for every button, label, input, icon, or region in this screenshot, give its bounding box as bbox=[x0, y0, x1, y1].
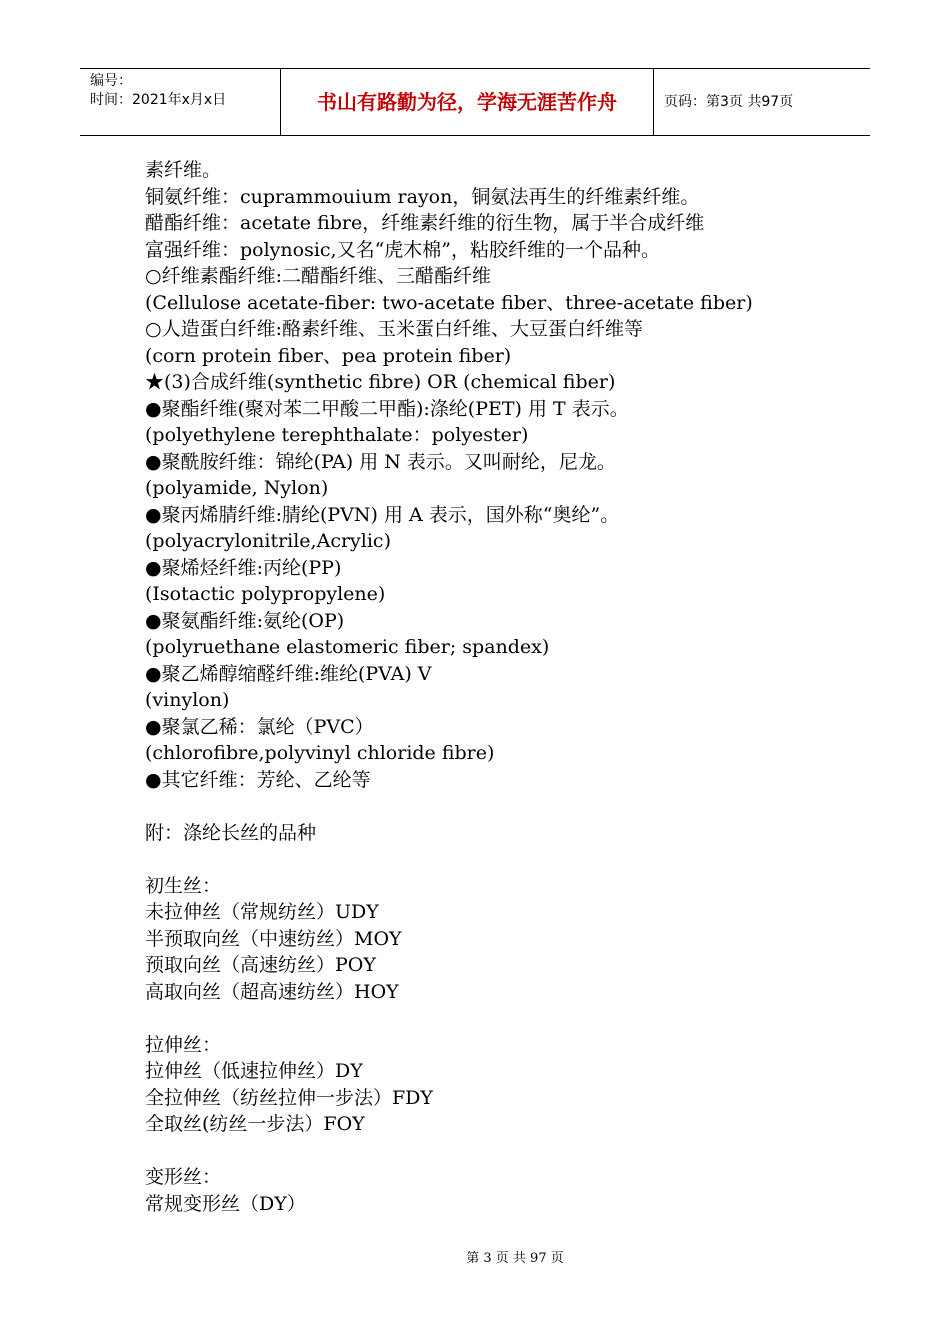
blank-line bbox=[145, 846, 865, 873]
text-line: (vinylon) bbox=[145, 689, 230, 711]
document-date-label: 时间：2021年x月x日 bbox=[90, 92, 227, 108]
text-line: (corn protein fiber、pea protein fiber) bbox=[145, 344, 512, 367]
document-body bbox=[145, 157, 865, 1217]
text-line: 常规变形丝（DY） bbox=[145, 1192, 306, 1215]
text-line: (polyamide, Nylon) bbox=[145, 477, 329, 499]
text-line: 附：涤纶长丝的品种 bbox=[145, 821, 317, 844]
page-header bbox=[80, 68, 870, 136]
text-line: ●聚氯乙稀：氯纶（PVC） bbox=[145, 715, 374, 738]
blank-line bbox=[145, 1005, 865, 1032]
text-line: 高取向丝（超高速纺丝）HOY bbox=[145, 980, 399, 1003]
text-line: (Cellulose acetate-fiber: two-acetate fiber、three-acetate fiber) bbox=[145, 291, 753, 314]
header-meta bbox=[80, 69, 281, 135]
blank-line bbox=[145, 1138, 865, 1165]
text-line: ○纤维素酯纤维:二醋酯纤维、三醋酯纤维 bbox=[145, 265, 491, 287]
text-line: 醋酯纤维：acetate fibre，纤维素纤维的衍生物，属于半合成纤维 bbox=[145, 212, 705, 234]
footer-page-number: 第 3 页 共 97 页 bbox=[466, 1251, 564, 1266]
page-footer bbox=[0, 1247, 950, 1266]
text-line: 全取丝(纺丝一步法）FOY bbox=[145, 1113, 365, 1135]
text-line: (polyacrylonitrile,Acrylic) bbox=[145, 530, 391, 552]
text-line: ●聚烯烃纤维:丙纶(PP) bbox=[145, 556, 342, 579]
text-line: ●聚酯纤维(聚对苯二甲酸二甲酯):涤纶(PET) 用 T 表示。 bbox=[145, 397, 629, 420]
text-line: (polyruethane elastomeric fiber; spandex) bbox=[145, 636, 550, 658]
text-line: (polyethylene terephthalate：polyester) bbox=[145, 424, 529, 446]
text-line: 拉伸丝（低速拉伸丝）DY bbox=[145, 1060, 363, 1082]
text-line: ★(3)合成纤维(synthetic fibre) OR (chemical fiber) bbox=[145, 371, 616, 393]
text-line: ○人造蛋白纤维:酪素纤维、玉米蛋白纤维、大豆蛋白纤维等 bbox=[145, 318, 643, 340]
text-line: 半预取向丝（中速纺丝）MOY bbox=[145, 927, 402, 950]
text-line: 预取向丝（高速纺丝）POY bbox=[145, 954, 376, 976]
text-line: ●聚酰胺纤维：锦纶(PA) 用 N 表示。又叫耐纶，尼龙。 bbox=[145, 450, 616, 473]
text-line: ●聚乙烯醇缩醛纤维:维纶(PVA) V bbox=[145, 662, 432, 685]
blank-line bbox=[145, 793, 865, 820]
text-line: 拉伸丝： bbox=[145, 1033, 222, 1056]
text-line: 未拉伸丝（常规纺丝）UDY bbox=[145, 901, 379, 923]
text-line: 初生丝： bbox=[145, 874, 222, 897]
text-line: ●其它纤维：芳纶、乙纶等 bbox=[145, 768, 371, 791]
text-line: 富强纤维：polynosic,又名“虎木棉”，粘胶纤维的一个品种。 bbox=[145, 238, 661, 261]
header-motto: 书山有路勤为径，学海无涯苦作舟 bbox=[281, 69, 654, 135]
header-page-number: 页码：第3页 共97页 bbox=[664, 94, 794, 110]
document-number-label: 编号： bbox=[90, 73, 132, 89]
text-line: ●聚丙烯腈纤维:腈纶(PVN) 用 A 表示，国外称“奥纶”。 bbox=[145, 503, 620, 526]
text-line: ●聚氨酯纤维:氨纶(OP) bbox=[145, 609, 345, 632]
text-line: 素纤维。 bbox=[145, 159, 222, 181]
text-line: 变形丝： bbox=[145, 1166, 222, 1188]
text-line: (chlorofibre,polyvinyl chloride fibre) bbox=[145, 742, 495, 764]
text-line: (Isotactic polypropylene) bbox=[145, 583, 386, 605]
text-line: 全拉伸丝（纺丝拉伸一步法）FDY bbox=[145, 1086, 433, 1109]
text-line: 铜氨纤维：cuprammouium rayon，铜氨法再生的纤维素纤维。 bbox=[145, 185, 700, 208]
